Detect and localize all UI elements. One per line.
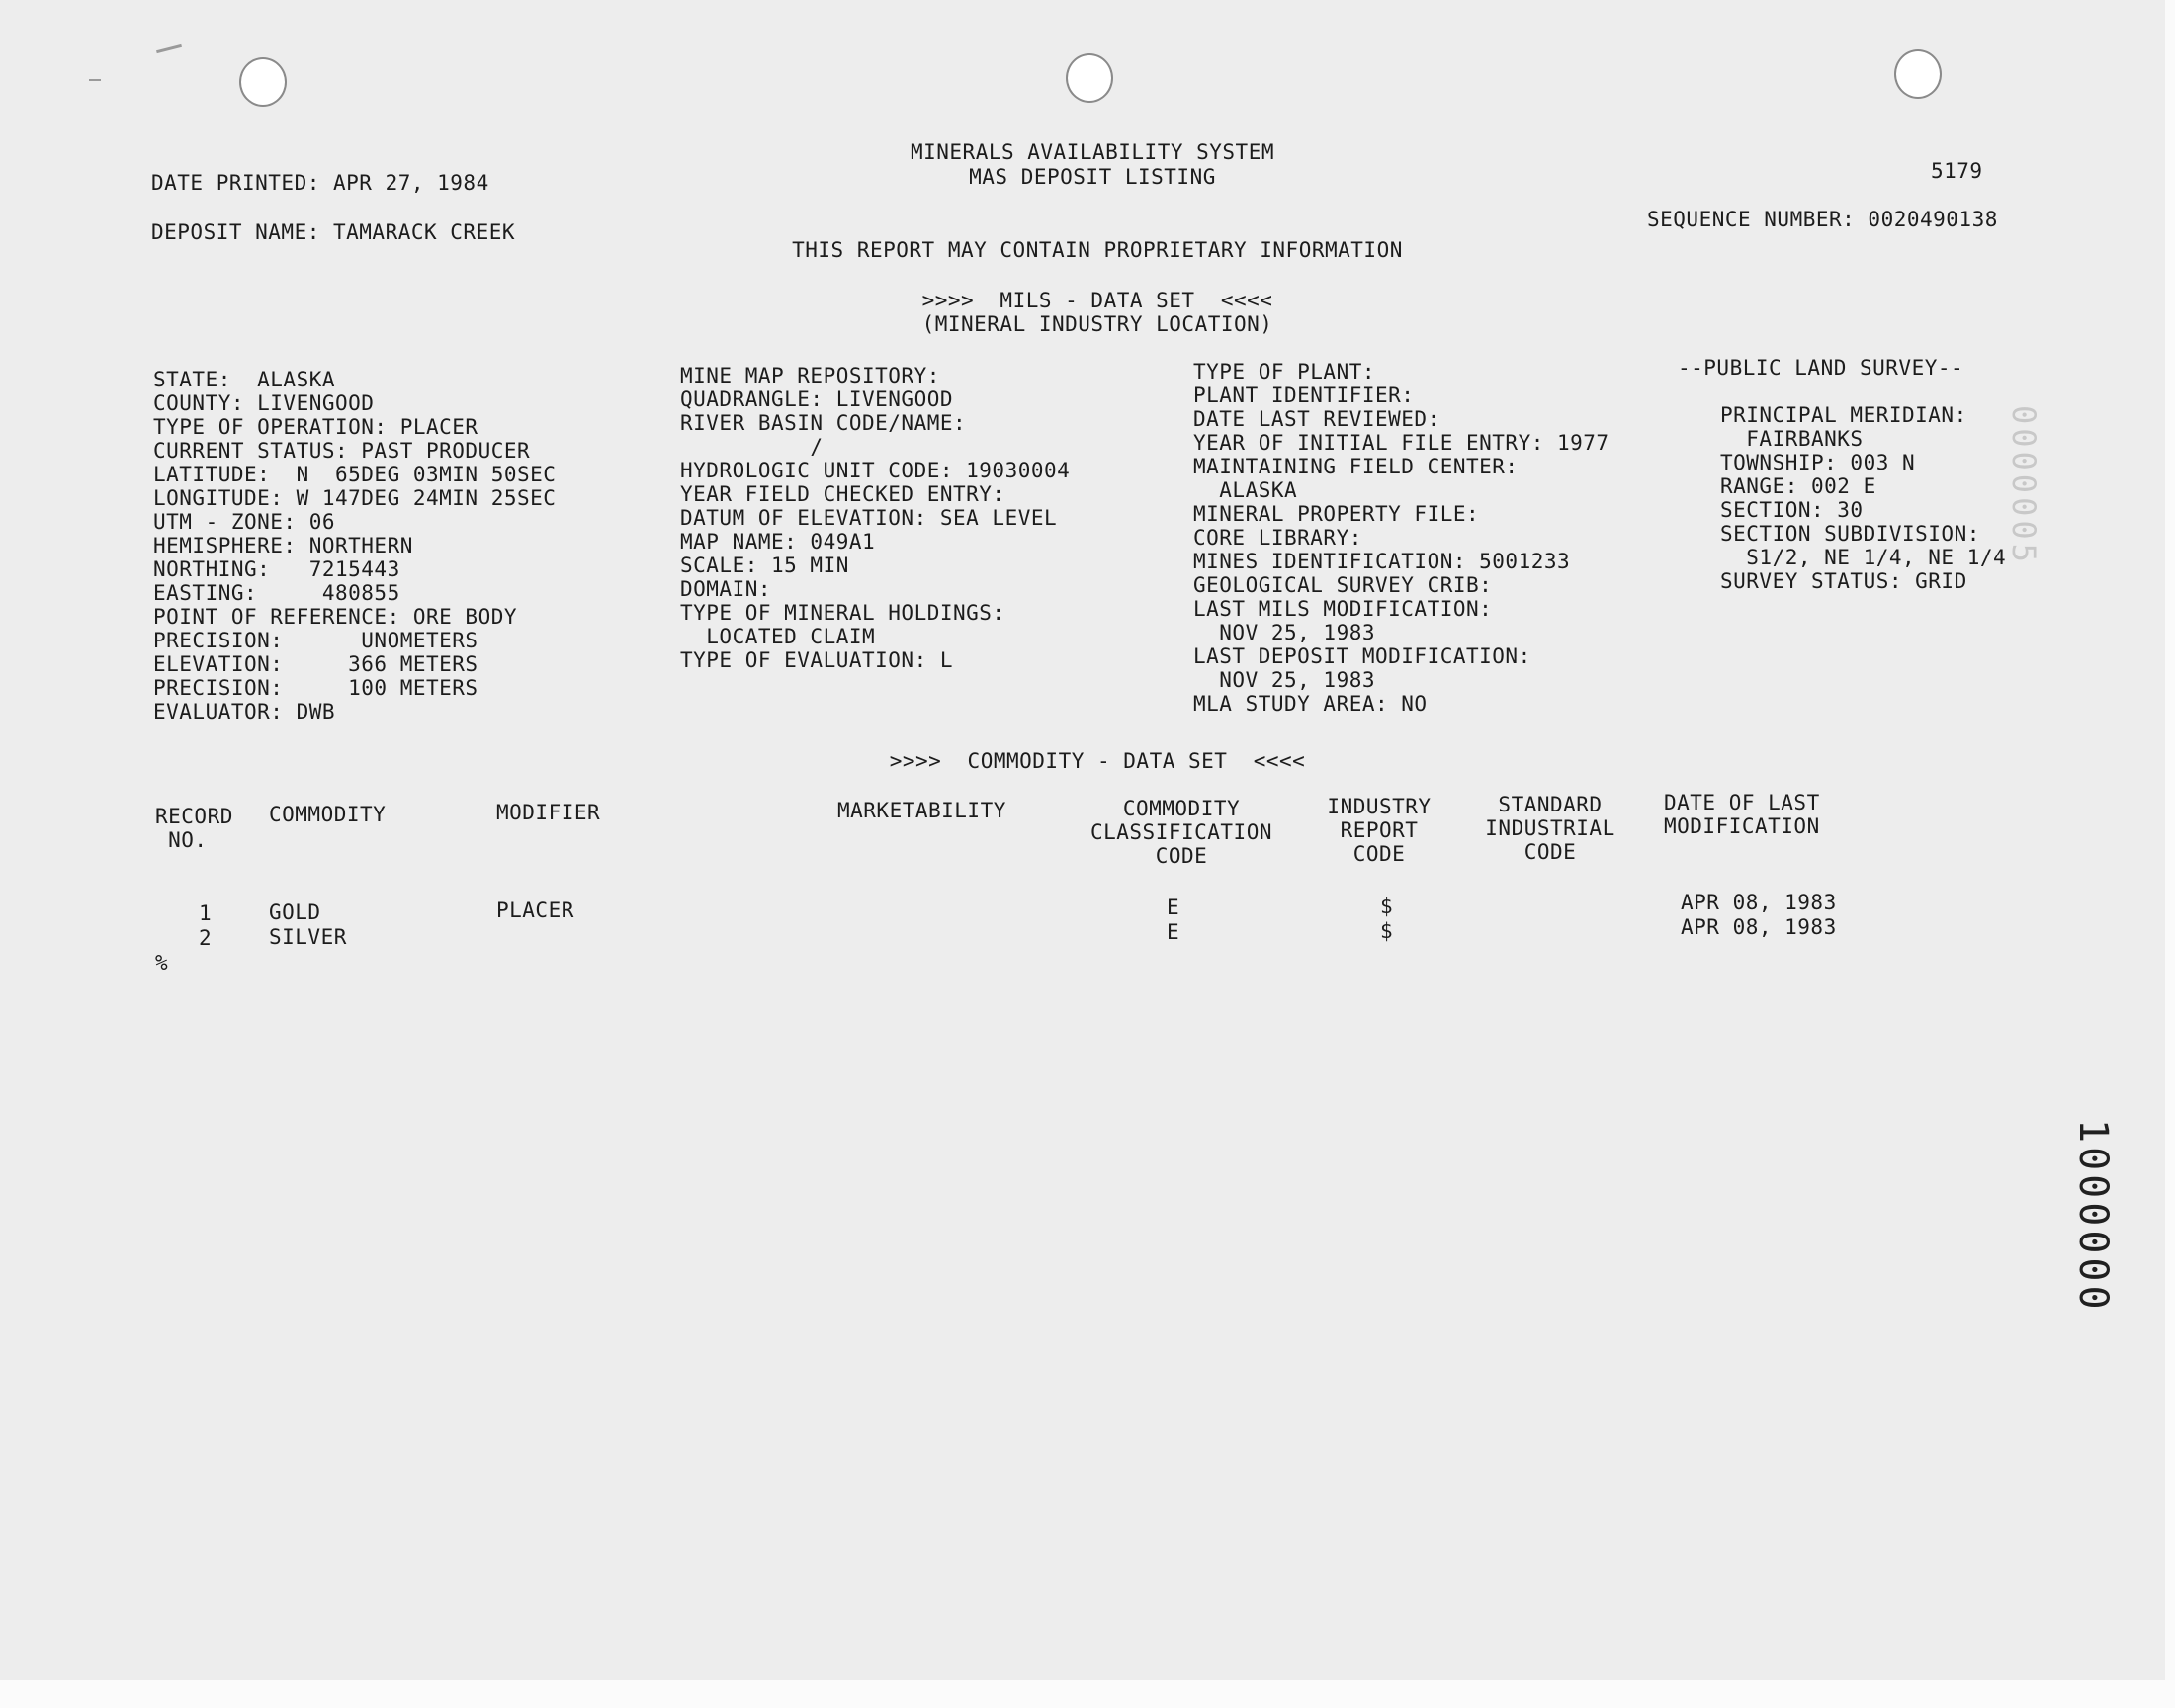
- row-classification-code: E: [1167, 896, 1180, 919]
- row-classification-code: E: [1167, 920, 1180, 944]
- row-industry-report-code: $: [1380, 919, 1394, 943]
- field-line: RANGE: 002 E: [1720, 474, 1876, 498]
- header-industry-report-code: INDUSTRY REPORT CODE: [1327, 795, 1432, 866]
- field-line: RIVER BASIN CODE/NAME:: [680, 411, 967, 435]
- binder-hole: [1894, 49, 1942, 99]
- field-line: NOV 25, 1983: [1193, 668, 1376, 692]
- sequence-number: SEQUENCE NUMBER: 0020490138: [1647, 208, 1998, 231]
- field-line: EVALUATOR: DWB: [153, 700, 336, 724]
- header-modifier: MODIFIER: [496, 801, 601, 824]
- field-line: ALASKA: [1193, 478, 1298, 502]
- margin-stamp-number: 1000000: [2070, 1119, 2116, 1314]
- field-line: QUADRANGLE: LIVENGOOD: [680, 387, 954, 411]
- page-edge: [0, 1680, 2175, 1708]
- deposit-name: DEPOSIT NAME: TAMARACK CREEK: [151, 220, 516, 244]
- field-line: NOV 25, 1983: [1193, 621, 1376, 644]
- row-date-last-modification: APR 08, 1983: [1681, 891, 1837, 914]
- public-land-survey: [1720, 403, 2006, 593]
- field-line: SECTION SUBDIVISION:: [1720, 522, 1980, 546]
- page-edge: [2165, 0, 2175, 1708]
- field-line: CURRENT STATUS: PAST PRODUCER: [153, 439, 531, 463]
- binder-hole: [1066, 53, 1113, 103]
- field-line: MAP NAME: 049A1: [680, 530, 876, 554]
- row-date-last-modification: APR 08, 1983: [1681, 915, 1837, 939]
- field-line: YEAR FIELD CHECKED ENTRY:: [680, 482, 1005, 506]
- field-line: SECTION: 30: [1720, 498, 1864, 522]
- field-line: MINERAL PROPERTY FILE:: [1193, 502, 1480, 526]
- end-of-listing-marker: %: [155, 951, 169, 975]
- field-line: S1/2, NE 1/4, NE 1/4: [1720, 546, 2007, 569]
- field-line: DOMAIN:: [680, 577, 772, 601]
- field-line: LAST DEPOSIT MODIFICATION:: [1193, 644, 1531, 668]
- field-line: NORTHING: 7215443: [153, 557, 400, 581]
- system-title: MINERALS AVAILABILITY SYSTEM: [910, 140, 1274, 164]
- field-line: LOCATED CLAIM: [680, 625, 876, 648]
- mils-section-subtitle: (MINERAL INDUSTRY LOCATION): [921, 312, 1273, 336]
- row-modifier: PLACER: [496, 898, 574, 922]
- listing-title: MAS DEPOSIT LISTING: [969, 165, 1216, 189]
- field-line: FAIRBANKS: [1720, 427, 1864, 451]
- mils-column-map: [680, 364, 1070, 672]
- field-line: ELEVATION: 366 METERS: [153, 652, 478, 676]
- field-line: PRECISION: 100 METERS: [153, 676, 478, 700]
- row-industry-report-code: $: [1380, 895, 1394, 918]
- field-line: LAST MILS MODIFICATION:: [1193, 597, 1493, 621]
- faded-margin-stamp: 0000005: [2005, 405, 2043, 566]
- row-record-no: 1: [199, 901, 213, 925]
- field-line: MINE MAP REPOSITORY:: [680, 364, 940, 387]
- binder-hole: [239, 57, 287, 107]
- field-line: DATUM OF ELEVATION: SEA LEVEL: [680, 506, 1058, 530]
- field-line: SCALE: 15 MIN: [680, 554, 849, 577]
- header-record-no: RECORD NO.: [155, 805, 233, 852]
- mils-column-plant: [1193, 360, 1610, 716]
- public-land-survey-title: --PUBLIC LAND SURVEY--: [1678, 356, 1964, 380]
- row-commodity: GOLD: [269, 900, 321, 924]
- header-marketability: MARKETABILITY: [837, 799, 1006, 822]
- header-standard-industrial-code: STANDARD INDUSTRIAL CODE: [1485, 793, 1615, 864]
- field-line: LATITUDE: N 65DEG 03MIN 50SEC: [153, 463, 557, 486]
- field-line: MINES IDENTIFICATION: 5001233: [1193, 550, 1571, 573]
- field-line: EASTING: 480855: [153, 581, 400, 605]
- field-line: CORE LIBRARY:: [1193, 526, 1362, 550]
- field-line: TYPE OF EVALUATION: L: [680, 648, 954, 672]
- field-line: LONGITUDE: W 147DEG 24MIN 25SEC: [153, 486, 557, 510]
- field-line: UTM - ZONE: 06: [153, 510, 336, 534]
- page-number: 5179: [1931, 159, 1983, 183]
- field-line: PRINCIPAL MERIDIAN:: [1720, 403, 1967, 427]
- field-line: DATE LAST REVIEWED:: [1193, 407, 1440, 431]
- header-date-last-modification: DATE OF LAST MODIFICATION: [1664, 791, 1820, 838]
- date-printed: DATE PRINTED: APR 27, 1984: [151, 171, 489, 195]
- field-line: TYPE OF MINERAL HOLDINGS:: [680, 601, 1005, 625]
- field-line: YEAR OF INITIAL FILE ENTRY: 1977: [1193, 431, 1610, 455]
- field-line: PLANT IDENTIFIER:: [1193, 384, 1415, 407]
- mils-column-location: [153, 368, 556, 724]
- field-line: HEMISPHERE: NORTHERN: [153, 534, 413, 557]
- row-record-no: 2: [199, 926, 213, 950]
- header-commodity: COMMODITY: [269, 803, 387, 826]
- field-line: MLA STUDY AREA: NO: [1193, 692, 1428, 716]
- field-line: PRECISION: UNOMETERS: [153, 629, 478, 652]
- field-line: TYPE OF PLANT:: [1193, 360, 1376, 384]
- field-line: SURVEY STATUS: GRID: [1720, 569, 1967, 593]
- field-line: COUNTY: LIVENGOOD: [153, 391, 375, 415]
- field-line: STATE: ALASKA: [153, 368, 336, 391]
- mils-section-title: >>>> MILS - DATA SET <<<<: [921, 289, 1273, 312]
- row-commodity: SILVER: [269, 925, 347, 949]
- field-line: TOWNSHIP: 003 N: [1720, 451, 1916, 474]
- header-classification-code: COMMODITY CLASSIFICATION CODE: [1089, 797, 1272, 868]
- field-line: POINT OF REFERENCE: ORE BODY: [153, 605, 518, 629]
- ink-mark: [89, 79, 101, 81]
- field-line: MAINTAINING FIELD CENTER:: [1193, 455, 1519, 478]
- field-line: TYPE OF OPERATION: PLACER: [153, 415, 478, 439]
- field-line: /: [680, 435, 824, 459]
- field-line: GEOLOGICAL SURVEY CRIB:: [1193, 573, 1493, 597]
- commodity-section-title: >>>> COMMODITY - DATA SET <<<<: [889, 749, 1306, 773]
- field-line: HYDROLOGIC UNIT CODE: 19030004: [680, 459, 1071, 482]
- proprietary-notice: THIS REPORT MAY CONTAIN PROPRIETARY INFORMATION: [792, 238, 1403, 262]
